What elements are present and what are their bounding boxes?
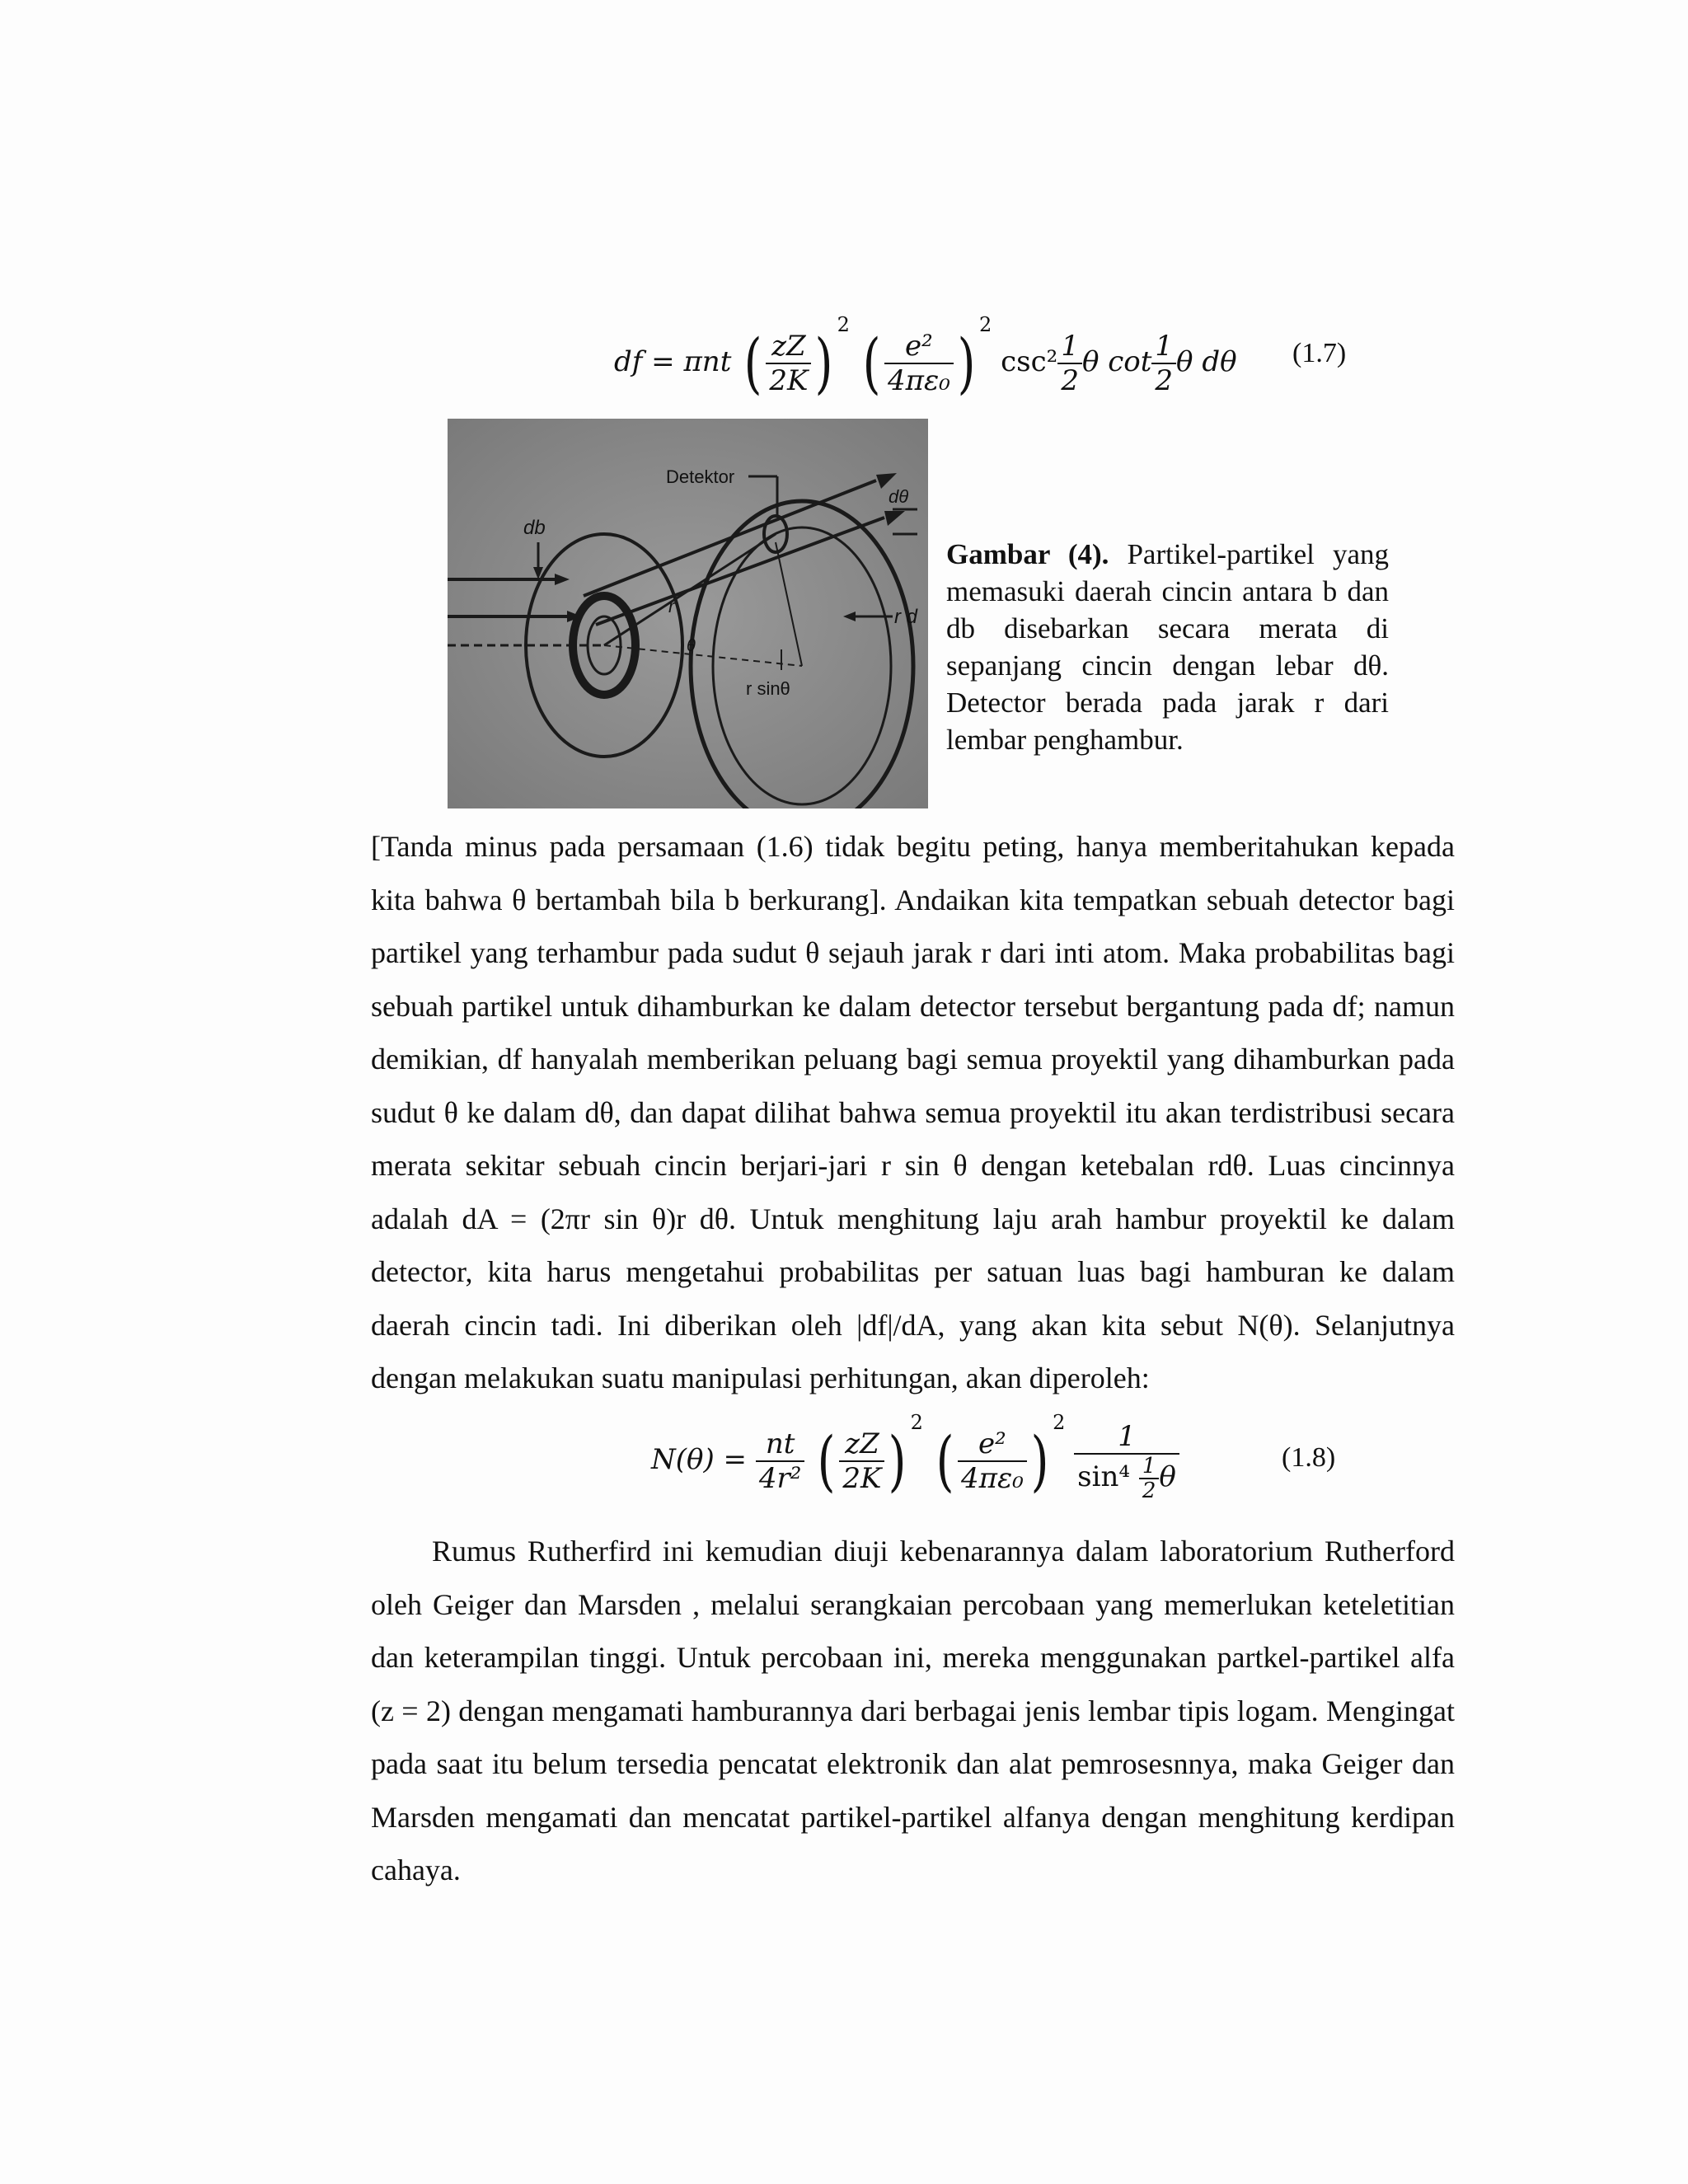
eq2-number: (1.8) bbox=[1282, 1442, 1336, 1473]
eq2-frac-nt: $\frac{nt}{\text{4r²}}$ bbox=[756, 1427, 805, 1495]
caption-text: Partikel-partikel yang memasuki daerah cincin antara b dan db disebarkan secara merata di sepanjang cincin dengan lebar dθ. Detector berada pada jarak r dari lembar penghambur. bbox=[946, 538, 1389, 756]
eq1-lhs: df = πnt bbox=[614, 345, 732, 378]
eq1-frac-e2: $\frac{\text{e²}}{\text{4πε₀}}$ bbox=[884, 330, 954, 397]
equation-1-8: N(θ) = $\frac{nt}{\text{4r²}}$ ( $\frac{zZ}{2K}$ ) $^2$ ( $\frac{\text{e²}}{\text{4πε₀}}$ ) $^2$ 1 sin⁴ $\frac{1}{2}$ θ (1.8) bbox=[651, 1411, 1336, 1503]
eq1-theta-d: θ dθ bbox=[1176, 345, 1237, 378]
eq1-theta-cot: θ cot bbox=[1081, 345, 1152, 378]
caption-label: Gambar (4). bbox=[946, 538, 1109, 570]
label-r: r bbox=[668, 596, 675, 616]
eq1-number: (1.7) bbox=[1292, 338, 1347, 368]
scattering-figure bbox=[448, 419, 928, 808]
eq1-half-b: $\frac{1}{2}$ bbox=[1151, 330, 1176, 397]
paragraph-1: [Tanda minus pada persamaan (1.6) tidak begitu peting, hanya memberitahukan kepada kita bahwa θ bertambah bila b berkurang]. Andaikan kita tempatkan sebuah detector bagi partikel yang terhambur pada sudut θ sejauh jarak r dari inti atom. Maka probabilitas bagi sebuah partikel untuk dihamburkan ke dalam detector tersebut bergantung pada df; namun demikian, df hanyalah memberikan peluang bagi semua proyektil yang dihamburkan pada sudut θ ke dalam dθ, dan dapat dilihat bahwa semua proyektil itu akan terdistribusi secara merata sekitar sebuah cincin berjari-jari r sin θ dengan ketebalan rdθ. Luas cincinnya adalah dA = (2πr sin θ)r dθ. Untuk menghitung laju arah hambur proyektil ke dalam detector, kita harus mengetahui probabilitas per satuan luas bagi hamburan ke dalam daerah cincin tadi. Ini diberikan oleh |df|/dA, yang akan kita sebut N(θ). Selanjutnya dengan melakukan suatu manipulasi perhitungan, akan diperoleh: bbox=[371, 830, 1455, 1394]
label-rd: r d bbox=[894, 606, 918, 628]
label-detektor: Detektor bbox=[666, 466, 735, 487]
eq2-lhs: N(θ) = bbox=[651, 1443, 748, 1476]
eq2-frac-e2: $\frac{\text{e²}}{\text{4πε₀}}$ bbox=[958, 1427, 1027, 1495]
label-dtheta: dθ bbox=[889, 486, 909, 507]
label-rsintheta: r sinθ bbox=[746, 678, 790, 699]
eq2-frac-sin: 1 sin⁴ $\frac{1}{2}$ θ bbox=[1074, 1420, 1179, 1502]
eq2-frac-zZ: $\frac{zZ}{2K}$ bbox=[839, 1427, 884, 1495]
label-theta: θ bbox=[687, 637, 696, 655]
paragraph-2: Rumus Rutherfird ini kemudian diuji kebenarannya dalam laboratorium Rutherford oleh Geiger dan Marsden , melalui serangkaian percobaan yang memerlukan keteletitian dan keterampilan tinggi. Untuk percobaan ini, mereka menggunakan partkel-partikel alfa (z = 2) dengan mengamati hamburannya dari berbagai jenis lembar tipis logam. Mengingat pada saat itu belum tersedia pencatat elektronik dan alat pemrosesnnya, maka Geiger dan Marsden mengamati dan mencatat partikel-partikel alfanya dengan menghitung kerdipan cahaya. bbox=[371, 1535, 1455, 1886]
label-db: db bbox=[523, 517, 546, 539]
eq1-frac-zZ: $\frac{zZ}{2K}$ bbox=[766, 330, 811, 397]
eq1-csc: csc² bbox=[1001, 345, 1058, 378]
equation-1-7: df = πnt ( $\frac{zZ}{2K}$ ) $^2$ ( $\frac{\text{e²}}{\text{4πε₀}}$ ) $^2$ csc² $\frac{1}{2}$ θ cot $\frac{1}{2}$ θ dθ (1.7) bbox=[614, 313, 1347, 401]
figure-caption bbox=[946, 536, 1389, 758]
scattering-diagram bbox=[448, 419, 928, 808]
eq1-half-a: $\frac{1}{2}$ bbox=[1057, 330, 1082, 397]
